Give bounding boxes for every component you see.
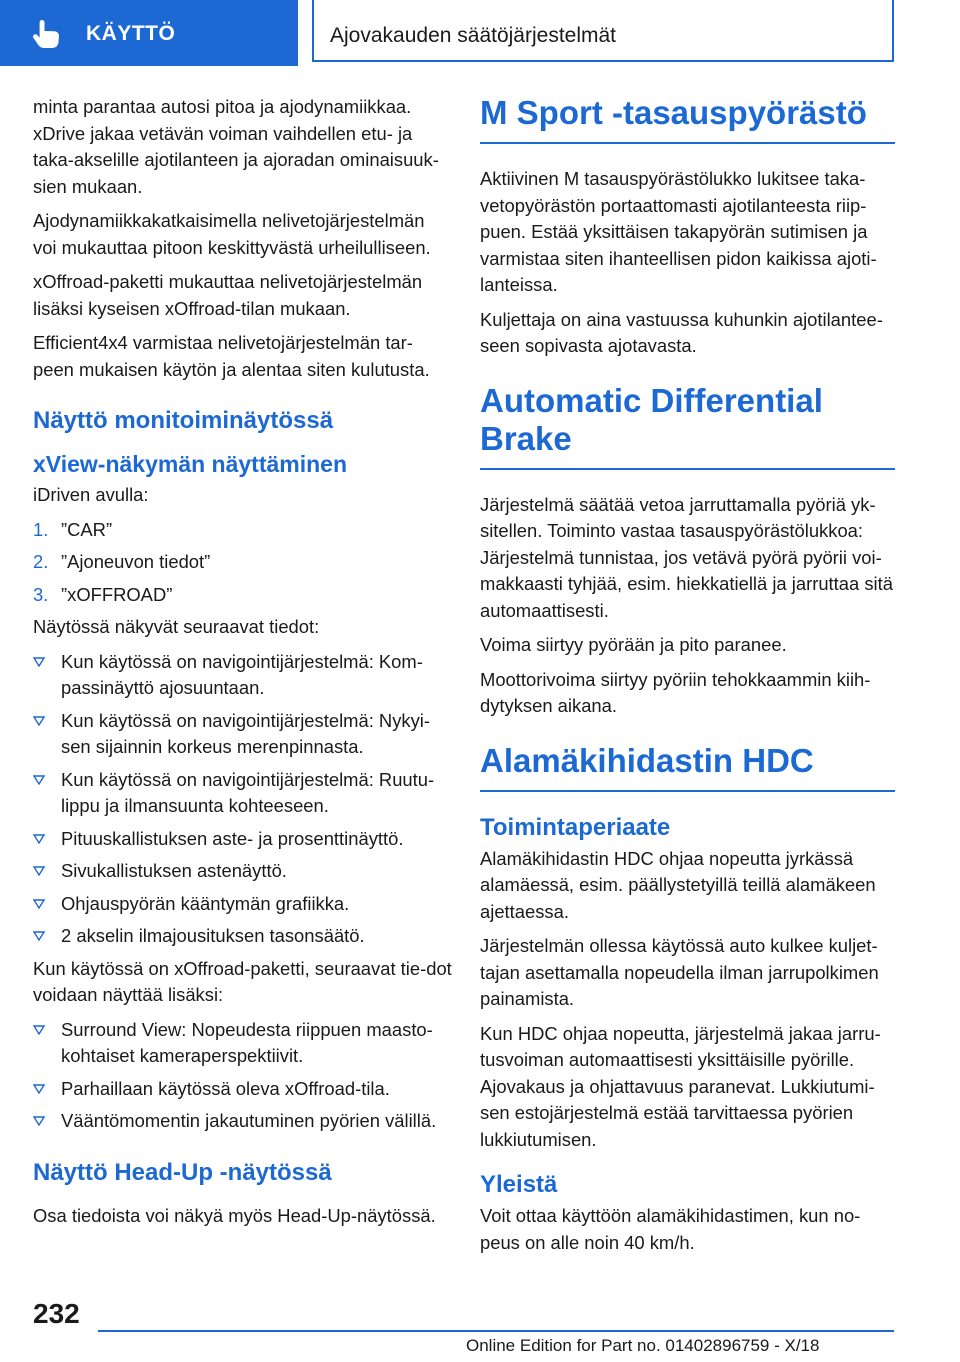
triangle-bullet-icon xyxy=(33,775,45,785)
paragraph: Ajodynamiikkakatkaisimella nelivetojärjestelmän voi mukauttaa pitoon keskittyvästä urheilulliseen. xyxy=(33,210,431,258)
triangle-bullet-icon xyxy=(33,931,45,941)
triangle-bullet-icon xyxy=(33,657,45,667)
chapter-tab[interactable] xyxy=(312,0,894,62)
list-item xyxy=(33,826,453,853)
list-item xyxy=(33,1017,453,1070)
list-item xyxy=(33,858,453,885)
paragraph: Kun käytössä on xOffroad-paketti, seuraavat tie-dot voidaan näyttää lisäksi: xyxy=(33,957,452,1005)
paragraph: Osa tiedoista voi näkyä myös Head-Up-näytössä. xyxy=(33,1204,436,1226)
paragraph: Kuljettaja on aina vastuussa kuhunkin ajotilantee-seen sopivasta ajotavasta. xyxy=(480,308,883,356)
section-tab[interactable] xyxy=(0,0,298,66)
list-item-text: Sivukallistuksen astenäyttö. xyxy=(61,860,287,881)
paragraph: iDriven avulla: xyxy=(33,484,149,505)
list-item xyxy=(33,923,453,950)
list-item xyxy=(33,767,453,820)
heading-msport: M Sport -tasauspyörästö xyxy=(480,94,895,144)
list-item xyxy=(33,891,453,918)
list-item-text: Pituuskallistuksen aste- ja prosenttinäyttö. xyxy=(61,827,404,849)
list-item-text: Parhaillaan käytössä oleva xOffroad-tila. xyxy=(61,1077,390,1099)
steps-list xyxy=(33,517,453,609)
heading-xview: xView-näkymän näyttäminen xyxy=(33,451,348,477)
hand-pointer-icon xyxy=(30,18,64,50)
list-item xyxy=(33,649,453,702)
triangle-bullet-icon xyxy=(33,1116,45,1126)
list-item-text: Kun käytössä on navigointijärjestelmä: Ruutu-lippu ja ilmansuunta kohteeseen. xyxy=(61,768,435,816)
paragraph: Moottorivoima siirtyy pyöriin tehokkaammin kiih-dytyksen aikana. xyxy=(480,668,871,716)
step-text: ”CAR” xyxy=(61,518,113,540)
chapter-title: Ajovakauden säätöjärjestelmät xyxy=(330,24,617,47)
heading-headup: Näyttö Head-Up -näytössä xyxy=(33,1158,332,1186)
paragraph: Aktiivinen M tasauspyörästölukko lukitsee taka-vetopyörästön portaattomasti ajotilanteesta riip-puen. Estää yksittäisen takapyörän sutimisen ja varmistaa siten ihanteellisen pidon kaikissa ajoti-lanteissa. xyxy=(480,168,877,295)
paragraph: Järjestelmä säätää vetoa jarruttamalla pyöriä yk-sitellen. Toiminto vastaa tasauspyörästölukkoa: Järjestelmä tunnistaa, jos vetävä pyörä pyörii voi-makkaasti tyhjää, esim. hiekkatiellä ja jarruttaa sitä automaattisesti. xyxy=(480,493,893,621)
triangle-bullet-icon xyxy=(33,1025,45,1035)
triangle-bullet-icon xyxy=(33,866,45,876)
triangle-bullet-icon xyxy=(33,716,45,726)
triangle-bullet-icon xyxy=(33,834,45,844)
page-number: 232 xyxy=(33,1298,80,1329)
step-text: ”xOFFROAD” xyxy=(61,583,173,605)
list-item-text: Kun käytössä on navigointijärjestelmä: Nykyi-sen sijainnin korkeus merenpinnasta. xyxy=(61,709,430,757)
list-item-text: Ohjauspyörän kääntymän grafiikka. xyxy=(61,892,350,914)
heading-general: Yleistä xyxy=(480,1171,558,1198)
paragraph: xOffroad-paketti mukauttaa nelivetojärjestelmän lisäksi kyseisen xOffroad-tilan mukaan. xyxy=(33,271,423,319)
bullet-list xyxy=(33,1017,453,1135)
paragraph: Kun HDC ohjaa nopeutta, järjestelmä jakaa jarru-tusvoiman automaattisesti yksittäisille pyörille. Ajovakaus ja ohjattavuus paranevat. Lukkiutumi-sen estojärjestelmä estää tarvittaessa pyörien lukkiutumisen. xyxy=(480,1022,881,1150)
heading-display-multifunction: Näyttö monitoiminäytössä xyxy=(33,407,334,434)
heading-adb: Automatic Differential Brake xyxy=(480,382,895,470)
heading-principle: Toimintaperiaate xyxy=(480,813,671,841)
paragraph: Näytössä näkyvät seuraavat tiedot: xyxy=(33,616,320,637)
list-item xyxy=(33,1108,453,1135)
list-item-text: Kun käytössä on navigointijärjestelmä: Kom-passinäyttö ajosuuntaan. xyxy=(61,650,423,698)
step-number: 2. xyxy=(33,551,49,572)
heading-hdc: Alamäkihidastin HDC xyxy=(480,742,895,792)
list-item-text: Surround View: Nopeudesta riippuen maasto-kohtaiset kameraperspektiivit. xyxy=(61,1018,433,1066)
left-column xyxy=(33,94,453,1237)
edition-note: Online Edition for Part no. 01402896759 - X/18 xyxy=(466,1336,820,1355)
list-item-text: Vääntömomentin jakautuminen pyörien välillä. xyxy=(61,1110,437,1131)
paragraph: Efficient4x4 varmistaa nelivetojärjestelmän tar-peen mukaisen käytön ja alentaa siten kulutusta. xyxy=(33,332,430,380)
paragraph: Voit ottaa käyttöön alamäkihidastimen, kun no-peus on alle noin 40 km/h. xyxy=(480,1205,861,1253)
footer-divider xyxy=(98,1330,894,1332)
paragraph: minta parantaa autosi pitoa ja ajodynamiikkaa. xDrive jakaa vetävän voiman vaihdellen etu- ja taka-akselille ajotilanteen ja ajoradan ominaisuuk-sien mukaan. xyxy=(33,96,439,197)
paragraph: Alamäkihidastin HDC ohjaa nopeutta jyrkässä alamäessä, esim. päällystetyillä teillä alamäkeen ajettaessa. xyxy=(480,847,876,922)
step-item xyxy=(33,549,453,576)
right-column xyxy=(480,94,895,1264)
list-item xyxy=(33,1076,453,1103)
step-number: 1. xyxy=(33,518,49,540)
step-item xyxy=(33,517,453,544)
bullet-list xyxy=(33,649,453,950)
section-tab-label: KÄYTTÖ xyxy=(86,22,176,45)
list-item xyxy=(33,708,453,761)
step-item xyxy=(33,582,453,609)
triangle-bullet-icon xyxy=(33,1084,45,1094)
step-number: 3. xyxy=(33,583,49,605)
paragraph: Voima siirtyy pyörään ja pito paranee. xyxy=(480,634,787,655)
step-text: ”Ajoneuvon tiedot” xyxy=(61,551,211,572)
list-item-text: 2 akselin ilmajousituksen tasonsäätö. xyxy=(61,925,365,946)
triangle-bullet-icon xyxy=(33,899,45,909)
paragraph: Järjestelmän ollessa käytössä auto kulkee kuljet-tajan asettamalla nopeudella ilman jarrupolkimen painamista. xyxy=(480,935,879,1009)
page-header xyxy=(0,0,960,66)
